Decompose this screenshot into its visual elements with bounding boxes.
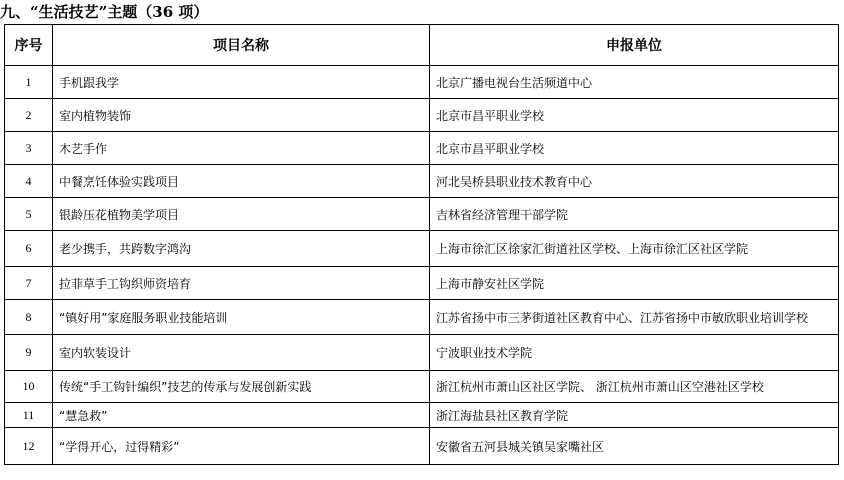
row-unit: 河北吴桥县职业技术教育中心	[430, 165, 839, 198]
table-row	[5, 428, 839, 465]
table-header-row	[5, 25, 839, 66]
row-unit: 江苏省扬中市三茅街道社区教育中心、江苏省扬中市敏欣职业培训学校	[430, 300, 839, 335]
table-row	[5, 99, 839, 132]
row-project-name: 手机跟我学	[53, 66, 430, 99]
table-row	[5, 132, 839, 165]
row-seq: 6	[5, 231, 53, 267]
column-header-seq: 序号	[5, 25, 53, 66]
row-unit: 北京市昌平职业学校	[430, 99, 839, 132]
row-project-name: 室内软装设计	[53, 335, 430, 371]
row-unit: 北京广播电视台生活频道中心	[430, 66, 839, 99]
row-unit: 吉林省经济管理干部学院	[430, 198, 839, 231]
row-seq: 9	[5, 335, 53, 371]
row-project-name: “镇好用”家庭服务职业技能培训	[53, 300, 430, 335]
row-unit: 浙江海盐县社区教育学院	[430, 403, 839, 428]
row-project-name: “学得开心，过得精彩”	[53, 428, 430, 465]
row-project-name: 室内植物装饰	[53, 99, 430, 132]
table-row	[5, 165, 839, 198]
row-unit: 宁波职业技术学院	[430, 335, 839, 371]
column-header-unit: 申报单位	[430, 25, 839, 66]
table-row	[5, 66, 839, 99]
row-project-name: 传统“手工钩针编织”技艺的传承与发展创新实践	[53, 371, 430, 403]
column-header-name: 项目名称	[53, 25, 430, 66]
row-unit: 上海市静安社区学院	[430, 267, 839, 300]
table-row	[5, 300, 839, 335]
row-seq: 12	[5, 428, 53, 465]
row-project-name: 拉菲草手工钩织师资培育	[53, 267, 430, 300]
row-unit: 上海市徐汇区徐家汇街道社区学校、上海市徐汇区社区学院	[430, 231, 839, 267]
row-seq: 3	[5, 132, 53, 165]
row-project-name: 老少携手，共跨数字鸿沟	[53, 231, 430, 267]
row-unit: 安徽省五河县城关镇吴家嘴社区	[430, 428, 839, 465]
project-table	[4, 24, 839, 465]
row-project-name: 木艺手作	[53, 132, 430, 165]
row-unit: 浙江杭州市萧山区社区学院、 浙江杭州市萧山区空港社区学校	[430, 371, 839, 403]
row-seq: 8	[5, 300, 53, 335]
table-row	[5, 335, 839, 371]
section-heading: 九、“生活技艺”主题（36 项）	[0, 3, 209, 21]
table-row	[5, 198, 839, 231]
row-seq: 10	[5, 371, 53, 403]
row-seq: 7	[5, 267, 53, 300]
table-row	[5, 403, 839, 428]
row-seq: 5	[5, 198, 53, 231]
row-seq: 2	[5, 99, 53, 132]
row-project-name: 银龄压花植物美学项目	[53, 198, 430, 231]
table-row	[5, 371, 839, 403]
row-seq: 1	[5, 66, 53, 99]
row-unit: 北京市昌平职业学校	[430, 132, 839, 165]
row-seq: 11	[5, 403, 53, 428]
row-project-name: “慧急救”	[53, 403, 430, 428]
table-row	[5, 267, 839, 300]
row-project-name: 中餐烹饪体验实践项目	[53, 165, 430, 198]
row-seq: 4	[5, 165, 53, 198]
table-row	[5, 231, 839, 267]
